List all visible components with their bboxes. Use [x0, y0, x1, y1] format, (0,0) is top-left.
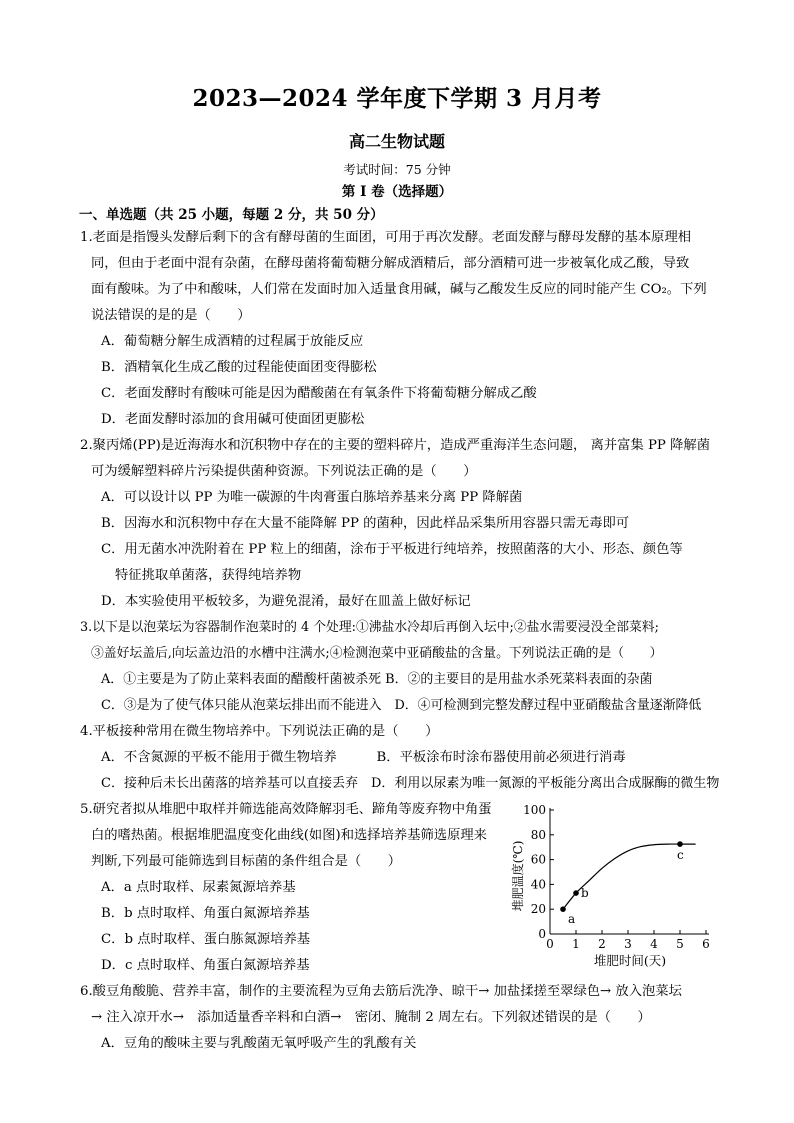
compost-temperature-chart [500, 798, 725, 970]
question-1-line: 同，但由于老面中混有杂菌，在酵母菌将葡萄糖分解成酒精后，部分酒精可进一步被氧化成乙酸，导致 [91, 256, 690, 271]
question-4-option-cd: C．接种后未长出菌落的培养基可以直接丢弃 D．利用以尿素为唯一氮源的平板能分离出合成脲酶的微生物 [101, 776, 720, 791]
question-3-line: 3.以下是以泡菜坛为容器制作泡菜时的 4 个处理:①沸盐水冷却后再倒入坛中;②盐水需要浸没全部菜料; [80, 620, 659, 635]
y-tick-label: 80 [530, 827, 546, 842]
point-label-b: b [581, 886, 589, 901]
question-2-option-b: B．因海水和沉积物中存在大量不能降解 PP 的菌种，因此样品采集所用容器只需无毒即可 [101, 516, 630, 531]
question-3-line: ③盖好坛盖后,向坛盖边沿的水槽中注满水;④检测泡菜中亚硝酸盐的含量。下列说法正确的是（ ） [91, 646, 663, 661]
x-tick-label: 3 [624, 937, 632, 951]
exam-time: 考试时间：75 分钟 [343, 162, 451, 177]
volume-heading: 第 I 卷（选择题） [341, 184, 453, 200]
exam-subtitle: 高二生物试题 [348, 132, 445, 151]
question-1-line: 1.老面是指馒头发酵后剩下的含有酵母菌的生面团，可用于再次发酵。老面发酵与酵母发酵的基本原理相 [80, 230, 692, 245]
exam-title: 2023—2024 学年度下学期 3 月月考 [192, 85, 602, 112]
x-tick-label: 1 [572, 937, 580, 951]
point-a [560, 906, 566, 912]
y-tick-label: 0 [538, 927, 546, 941]
section-heading: 一、单选题（共 25 小题，每题 2 分，共 50 分） [79, 207, 384, 223]
question-2-option-c: C．用无菌水冲洗附着在 PP 粒上的细菌，涂布于平板进行纯培养，按照菌落的大小、形态、颜色等 [101, 542, 683, 557]
question-1-option-d: D．老面发酵时添加的食用碱可使面团更膨松 [101, 412, 365, 427]
question-2-option-d: D．本实验使用平板较多，为避免混淆，最好在皿盖上做好标记 [101, 594, 471, 609]
x-tick-label: 6 [702, 937, 710, 951]
question-2-option-a: A．可以设计以 PP 为唯一碳源的牛肉膏蛋白胨培养基来分离 PP 降解菌 [101, 490, 523, 505]
question-5-line: 白的嗜热菌。根据堆肥温度变化曲线(如图)和选择培养基筛选原理来 [91, 828, 487, 843]
question-5-line: 判断,下列最可能筛选到目标菌的条件组合是（ ） [91, 854, 402, 869]
x-tick-label: 4 [650, 937, 658, 951]
x-tick-label: 0 [546, 937, 554, 951]
question-5-option-b: B．b 点时取样、角蛋白氮源培养基 [101, 906, 310, 921]
question-2-line: 2.聚丙烯(PP)是近海海水和沉积物中存在的主要的塑料碎片，造成严重海洋生态问题， 离并富集 PP 降解菌 [80, 438, 710, 453]
y-tick-label: 20 [530, 902, 546, 917]
x-axis-ticks [546, 930, 710, 951]
question-5-line: 5.研究者拟从堆肥中取样并筛选能高效降解羽毛、蹄角等废弃物中角蛋 [80, 802, 492, 817]
y-axis-ticks [523, 803, 554, 941]
question-4-option-ab: A．不含氮源的平板不能用于微生物培养 B．平板涂布时涂布器使用前必须进行消毒 [101, 750, 626, 765]
question-3-option-cd: C．③是为了使气体只能从泡菜坛排出而不能进入 D．④可检测到完整发酵过程中亚硝酸盐含量逐渐降低 [101, 698, 702, 713]
question-1-line: 说法错误的是的是（ ） [91, 308, 251, 323]
y-axis-label: 堆肥温度(℃) [511, 840, 525, 912]
question-5-option-d: D．c 点时取样、角蛋白氮源培养基 [101, 958, 310, 973]
question-1-option-c: C．老面发酵时有酸味可能是因为醋酸菌在有氧条件下将葡萄糖分解成乙酸 [101, 386, 537, 401]
question-4-line: 4.平板接种常用在微生物培养中。下列说法正确的是（ ） [80, 724, 439, 739]
question-1-line: 面有酸味。为了中和酸味，人们常在发面时加入适量食用碱，碱与乙酸发生反应的同时能产生 CO₂。下列 [91, 282, 707, 297]
question-3-option-ab: A．①主要是为了防止菜料表面的醋酸杆菌被杀死 B．②的主要目的是用盐水杀死菜料表面的杂菌 [101, 672, 653, 687]
y-tick-label: 40 [530, 877, 546, 892]
question-5-option-c: C．b 点时取样、蛋白胨氮源培养基 [101, 932, 311, 947]
question-6-line: → 注入凉开水→ 添加适量香辛料和白酒→ 密闭、腌制 2 周左右。下列叙述错误的是（ ） [91, 1010, 651, 1025]
question-6-line: 6.酸豆角酸脆、营养丰富，制作的主要流程为豆角去筋后洗净、晾干→ 加盐揉搓至翠绿色→ 放入泡菜坛 [80, 984, 682, 999]
question-6-option-a: A．豆角的酸味主要与乳酸菌无氧呼吸产生的乳酸有关 [101, 1036, 417, 1051]
x-axis-label: 堆肥时间(天) [593, 953, 667, 968]
question-2-line: 可为缓解塑料碎片污染提供菌种资源。下列说法正确的是（ ） [91, 464, 477, 479]
x-tick-label: 5 [676, 937, 684, 951]
question-2-option-c-cont: 特征挑取单菌落，获得纯培养物 [115, 568, 302, 583]
point-c [677, 841, 683, 847]
x-tick-label: 2 [598, 937, 606, 951]
point-label-c: c [677, 848, 684, 863]
y-tick-label: 60 [530, 852, 546, 867]
question-5-option-a: A．a 点时取样、尿素氮源培养基 [101, 880, 296, 895]
point-label-a: a [568, 912, 576, 927]
question-1-option-a: A．葡萄糖分解生成酒精的过程属于放能反应 [101, 334, 364, 349]
question-1-option-b: B．酒精氧化生成乙酸的过程能使面团变得膨松 [101, 360, 377, 375]
point-b [573, 890, 579, 896]
y-tick-label: 100 [523, 803, 546, 817]
